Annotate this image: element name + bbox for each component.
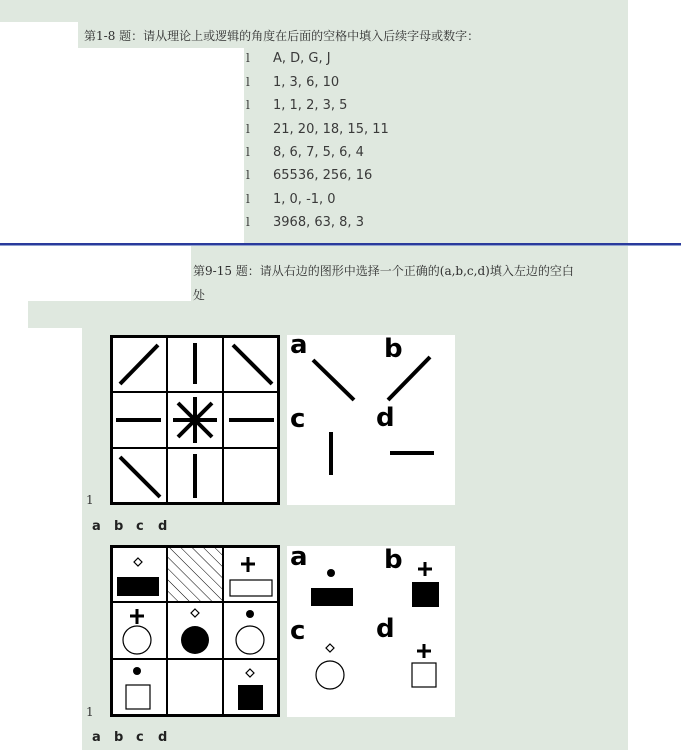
puzzle2-answer-options [92,730,180,745]
bullet-glyph: l [246,122,250,136]
puzzle2-choice-label: d [376,614,395,644]
answer-option[interactable]: d [158,519,168,534]
puzzle1-choice-label: c [290,404,306,434]
sequence-value: 21, 20, 18, 15, 11 [273,122,389,137]
answer-option[interactable]: c [136,519,144,534]
puzzle1-choice-label: b [384,334,403,364]
puzzle1-grid [110,335,280,505]
bullet-glyph: l [246,51,250,65]
section-divider-shadow [0,245,681,246]
section2-title-line2: 处 [193,288,206,302]
sequence-value: 1, 0, -1, 0 [273,192,336,207]
bullet-glyph: l [246,98,250,112]
option-a-shape [313,360,354,400]
answer-option[interactable]: b [114,730,124,745]
puzzle1-choice-label: d [376,403,395,433]
sequence-value: 8, 6, 7, 5, 6, 4 [273,145,364,160]
section1-title: 第1-8 题：请从理论上或逻辑的角度在后面的空格中填入后续字母或数字： [84,29,480,43]
puzzle2-choice-label: b [384,545,403,575]
sequence-value: 65536, 256, 16 [273,168,373,183]
puzzle1-choice-label: a [290,330,308,360]
puzzle1-number: 1 [86,493,94,507]
puzzle2-grid [110,545,280,717]
puzzle1-answer-options [92,519,180,534]
section1-side-background [0,0,78,22]
puzzle2-choice-label: a [290,542,308,572]
option-b-shape [388,357,430,400]
answer-option[interactable]: b [114,519,124,534]
sequence-value: 3968, 63, 8, 3 [273,215,364,230]
puzzle2-choice-label: c [290,616,306,646]
section2-white-panel [28,246,191,301]
missing-cell-hatch [167,546,223,602]
bullet-glyph: l [246,192,250,206]
answer-option[interactable]: a [92,519,101,534]
puzzle2-number: 1 [86,705,94,719]
bullet-glyph: l [246,215,250,229]
bullet-glyph: l [246,168,250,182]
answer-option[interactable]: d [158,730,168,745]
bullet-glyph: l [246,145,250,159]
sequence-value: 1, 1, 2, 3, 5 [273,98,348,113]
answer-option[interactable]: c [136,730,144,745]
puzzle2-option-shapes [287,546,455,717]
answer-option[interactable]: a [92,730,101,745]
sequence-value: A, D, G, J [273,51,331,66]
bullet-glyph: l [246,75,250,89]
puzzle1-option-shapes [287,335,455,505]
sequence-value: 1, 3, 6, 10 [273,75,340,90]
section1-white-panel [78,48,244,243]
section2-title-line1: 第9-15 题：请从右边的图形中选择一个正确的(a,b,c,d)填入左边的空白 [193,264,574,278]
